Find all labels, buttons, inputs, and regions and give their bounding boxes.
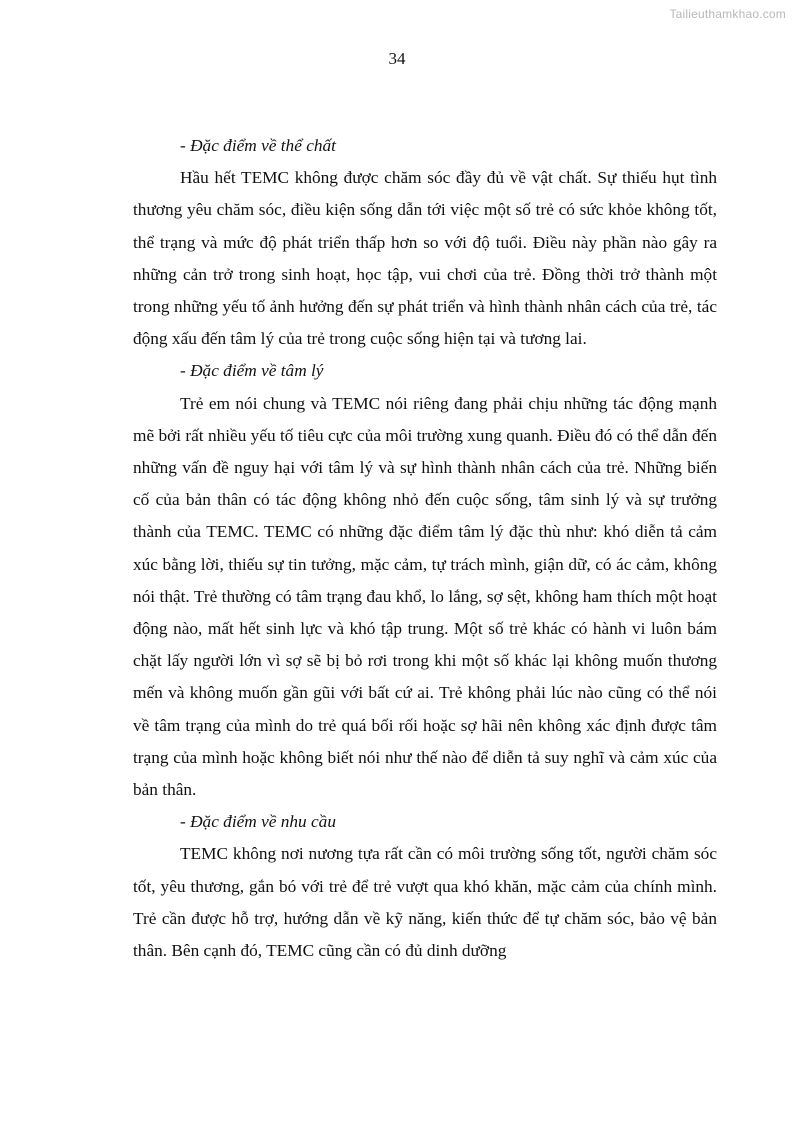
page-number: 34 (388, 49, 406, 68)
section-paragraph-needs: TEMC không nơi nương tựa rất cần có môi trường sống tốt, người chăm sóc tốt, yêu thương, gắn bó với trẻ để trẻ vượt qua khó khăn, mặc cảm của chính mình. Trẻ cần được hỗ trợ, hướng dẫn về kỹ năng, kiến thức để tự chăm sóc, bảo vệ bản thân. Bên cạnh đó, TEMC cũng cần có đủ dinh dưỡng (133, 844, 717, 961)
watermark: Tailieuthamkhao.com (669, 7, 786, 21)
section-heading-needs: - Đặc điểm về nhu cầu (180, 812, 336, 832)
section-paragraph-physical: Hầu hết TEMC không được chăm sóc đầy đủ về vật chất. Sự thiếu hụt tình thương yêu chăm sóc, điều kiện sống dẫn tới việc một số trẻ có sức khỏe không tốt, thể trạng và mức độ phát triển thấp hơn so với độ tuổi. Điều này phần nào gây ra những cản trở trong sinh hoạt, học tập, vui chơi của trẻ. Đồng thời trở thành một trong những yếu tố ảnh hưởng đến sự phát triển và hình thành nhân cách của trẻ, tác động xấu đến tâm lý của trẻ trong cuộc sống hiện tại và tương lai. (133, 168, 717, 349)
document-body (133, 130, 717, 967)
section-heading-psychological: - Đặc điểm về tâm lý (180, 361, 324, 381)
section-paragraph-psychological: Trẻ em nói chung và TEMC nói riêng đang phải chịu những tác động mạnh mẽ bởi rất nhiều yếu tố tiêu cực của môi trường xung quanh. Điều đó có thể dẫn đến những vấn đề nguy hại với tâm lý và sự hình thành nhân cách của trẻ. Những biến cố của bản thân có tác động không nhỏ đến cuộc sống, tâm sinh lý và sự trưởng thành của TEMC. TEMC có những đặc điểm tâm lý đặc thù như: khó diễn tả cảm xúc bằng lời, thiếu sự tin tưởng, mặc cảm, tự trách mình, giận dữ, có ác cảm, không nói thật. Trẻ thường có tâm trạng đau khổ, lo lắng, sợ sệt, không ham thích một hoạt động nào, mất hết sinh lực và khó tập trung. Một số trẻ khác có hành vi luôn bám chặt lấy người lớn vì sợ sẽ bị bỏ rơi trong khi một số khác lại không muốn thương mến và không muốn gần gũi với bất cứ ai. Trẻ không phải lúc nào cũng có thể nói về tâm trạng của mình do trẻ quá bối rối hoặc sợ hãi nên không xác định được tâm trạng của mình hoặc không biết nói như thế nào để diễn tả suy nghĩ và cảm xúc của bản thân. (133, 393, 717, 800)
section-heading-physical: - Đặc điểm về thể chất (180, 136, 336, 155)
